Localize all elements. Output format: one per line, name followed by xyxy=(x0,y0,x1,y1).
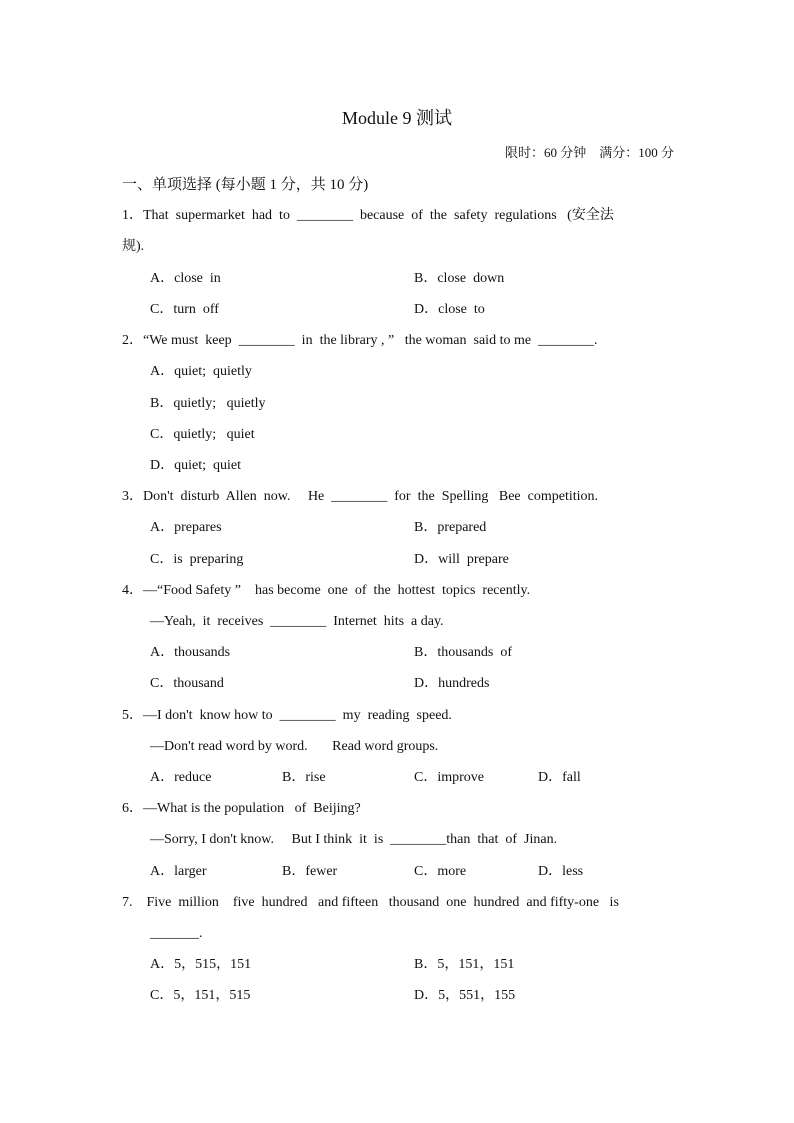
question-5-option-b: B．rise xyxy=(282,770,326,785)
question-5-option-a: A．reduce xyxy=(150,770,212,785)
question-6-option-d: D．less xyxy=(538,864,584,879)
question-3-option-d: D．will prepare xyxy=(414,552,509,567)
question-1-option-a: A．close in xyxy=(150,271,221,286)
question-2-option-a: A．quiet; quietly xyxy=(150,364,252,379)
question-6-option-b: B．fewer xyxy=(282,864,338,879)
question-7-stem-cont: _______. xyxy=(150,926,203,941)
question-4-stem: 4．—“Food Safety ” has become one of the hottest topics recently. xyxy=(122,583,531,598)
question-6-stem-cont: —Sorry, I don't know. But I think it is ________than that of Jinan. xyxy=(150,832,558,847)
question-3-option-a: A．prepares xyxy=(150,520,222,535)
question-1-option-d: D．close to xyxy=(414,302,485,317)
question-2-option-d: D．quiet; quiet xyxy=(150,458,241,473)
question-7-option-b: B．5，151，151 xyxy=(414,957,515,972)
question-1-option-b: B．close down xyxy=(414,271,505,286)
question-2-option-b: B．quietly; quietly xyxy=(150,396,266,411)
question-5-stem: 5．—I don't know how to ________ my reading speed. xyxy=(122,708,452,723)
question-7-option-a: A．5，515，151 xyxy=(150,957,252,972)
question-5-stem-cont: —Don't read word by word. Read word groups. xyxy=(150,739,439,754)
question-4-option-c: C．thousand xyxy=(150,676,224,691)
question-6-stem: 6．—What is the population of Beijing? xyxy=(122,801,361,816)
question-1-stem-cont: 规). xyxy=(122,239,145,254)
question-3-option-b: B．prepared xyxy=(414,520,487,535)
question-6-option-c: C．more xyxy=(414,864,467,879)
question-7-stem: 7. Five million five hundred and fifteen thousand one hundred and fifty-one is xyxy=(122,895,619,910)
question-6-option-a: A．larger xyxy=(150,864,207,879)
question-1-option-c: C．turn off xyxy=(150,302,219,317)
question-1-stem: 1．That supermarket had to ________ because of the safety regulations (安全法 xyxy=(122,208,614,223)
question-4-stem-cont: —Yeah, it receives ________ Internet hits a day. xyxy=(150,614,444,629)
question-7-option-d: D．5，551，155 xyxy=(414,988,516,1003)
question-2-stem: 2．“We must keep ________ in the library , ” the woman said to me ________. xyxy=(122,333,598,348)
question-2-option-c: C．quietly; quiet xyxy=(150,427,255,442)
page-title: Module 9 测试 xyxy=(342,108,452,128)
section-heading: 一、单项选择 (每小题 1 分，共 10 分) xyxy=(122,177,369,193)
question-5-option-c: C．improve xyxy=(414,770,484,785)
question-5-option-d: D．fall xyxy=(538,770,581,785)
question-3-stem: 3．Don't disturb Allen now. He ________ for the Spelling Bee competition. xyxy=(122,489,599,504)
time-score-limits: 限时：60 分钟 满分：100 分 xyxy=(504,145,674,160)
question-4-option-d: D．hundreds xyxy=(414,676,490,691)
question-4-option-a: A．thousands xyxy=(150,645,231,660)
question-4-option-b: B．thousands of xyxy=(414,645,512,660)
question-3-option-c: C．is preparing xyxy=(150,552,244,567)
question-7-option-c: C．5，151，515 xyxy=(150,988,251,1003)
